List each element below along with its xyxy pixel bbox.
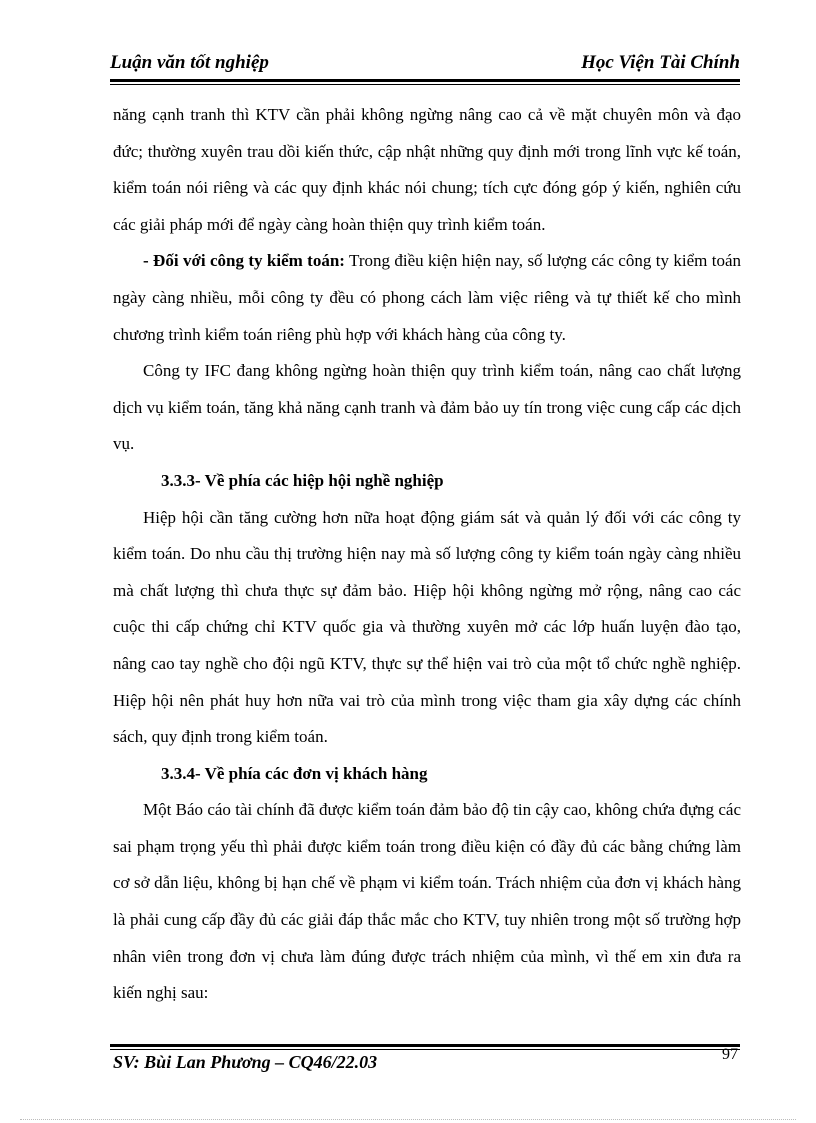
paragraph-lead-audit-firms: - Đối với công ty kiểm toán: — [143, 251, 345, 271]
page-header — [110, 50, 740, 78]
page-number: 97 — [722, 1046, 738, 1063]
header-institution: Học Viện Tài Chính — [581, 52, 740, 73]
footer-author: SV: Bùi Lan Phương – CQ46/22.03 — [113, 1052, 378, 1072]
section-heading-3-3-4: 3.3.4- Về phía các đơn vị khách hàng — [161, 763, 428, 783]
header-thesis-title: Luận văn tốt nghiệp — [110, 52, 269, 73]
paragraph-associations: Hiệp hội cần tăng cường hơn nữa hoạt động giám sát và quản lý đối với các công ty kiểm toán. Do nhu cầu thị trường hiện nay mà số lượng công ty kiểm toán ngày càng nhiều mà chất lượng thì chưa thực sự đảm bảo. Hiệp hội không ngừng mở rộng, nâng cao các cuộc thi cấp chứng chỉ KTV quốc gia và thường xuyên mở các lớp huấn luyện đào tạo, nâng cao tay nghề cho đội ngũ KTV, thực sự thể hiện vai trò của một tổ chức nghề nghiệp. Hiệp hội nên phát huy hơn nữa vai trò của mình trong việc tham gia xây dựng các chính sách, quy định trong kiểm toán. — [113, 507, 741, 747]
paragraph-audit-firms-text: Trong điều kiện hiện nay, số lượng các công ty kiểm toán ngày càng nhiều, mỗi công ty đều có phong cách làm việc riêng và tự thiết kế cho mình chương trình kiểm toán riêng phù hợp với khách hàng của công ty. — [113, 251, 741, 344]
footer-rule-thick — [110, 1044, 740, 1047]
paragraph-ifc: Công ty IFC đang không ngừng hoàn thiện quy trình kiểm toán, nâng cao chất lượng dịch vụ kiểm toán, tăng khả năng cạnh tranh và đảm bảo uy tín trong việc cung cấp các dịch vụ. — [113, 361, 741, 454]
page-body — [113, 97, 741, 1012]
paragraph-ktv-competence: năng cạnh tranh thì KTV cần phải không ngừng nâng cao cả về mặt chuyên môn và đạo đức; thường xuyên trau dồi kiến thức, cập nhật những quy định mới trong lĩnh vực kế toán, kiểm toán nói riêng và các quy định khác nói chung; tích cực đóng góp ý kiến, nghiên cứu các giải pháp mới để ngày càng hoàn thiện quy trình kiểm toán. — [113, 105, 741, 234]
footer-rule-thin — [110, 1049, 740, 1050]
page-edge-dotted-line — [20, 1119, 796, 1120]
section-heading-3-3-3: 3.3.3- Về phía các hiệp hội nghề nghiệp — [161, 470, 444, 490]
paragraph-audit-firms — [113, 243, 741, 353]
header-rule-thick — [110, 79, 740, 82]
paragraph-clients: Một Báo cáo tài chính đã được kiểm toán đảm bảo độ tin cậy cao, không chứa đựng các sai phạm trọng yếu thì phải được kiểm toán trong điều kiện có đầy đủ các bằng chứng làm cơ sở dẫn liệu, không bị hạn chế về phạm vi kiểm toán. Trách nhiệm của đơn vị khách hàng là phải cung cấp đầy đủ các giải đáp thắc mắc cho KTV, tuy nhiên trong một số trường hợp nhân viên trong đơn vị chưa làm đúng được trách nhiệm của mình, vì thế em xin đưa ra kiến nghị sau: — [113, 800, 741, 1003]
header-rule-thin — [110, 84, 740, 85]
